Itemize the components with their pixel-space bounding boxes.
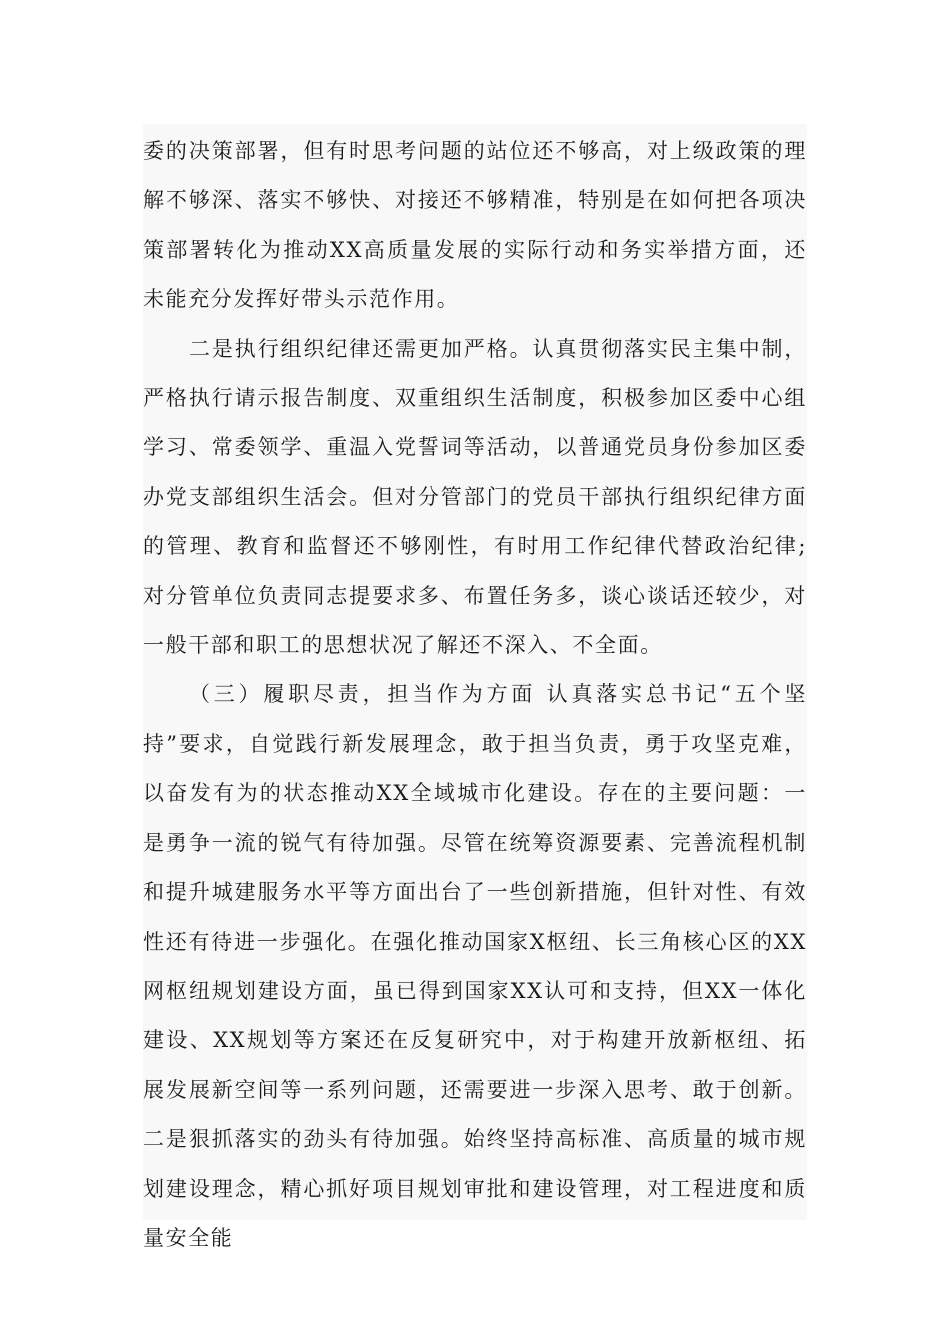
paragraph-organizational-discipline: 二是执行组织纪律还需更加严格。认真贯彻落实民主集中制，严格执行请示报告制度、双重组织生活制度，积极参加区委中心组学习、常委领学、重温入党誓词等活动，以普通党员身份参加区委办党支部组织生活会。但对分管部门的党员干部执行组织纪律方面的管理、教育和监督还不够刚性，有时用工作纪律代替政治纪律;对分管单位负责同志提要求多、布置任务多，谈心谈话还较少，对一般干部和职工的思想状况了解还不深入、不全面。 [143, 336, 807, 658]
paragraph-continuation: 委的决策部署，但有时思考问题的站位还不够高，对上级政策的理解不够深、落实不够快、对接还不够精准，特别是在如何把各项决策部署转化为推动XX高质量发展的实际行动和务实举措方面，还未能充分发挥好带头示范作用。 [143, 139, 807, 312]
paragraph-duty-performance: （三）履职尽责，担当作为方面 认真落实总书记“五个坚持”要求，自觉践行新发展理念，敢于担当负责，勇于攻坚克难，以奋发有为的状态推动XX全域城市化建设。存在的主要问题：一是勇争一流的锐气有待加强。尽管在统筹资源要素、完善流程机制和提升城建服务水平等方面出台了一些创新措施，但针对性、有效性还有待进一步强化。在强化推动国家X枢纽、长三角核心区的XX网枢纽规划建设方面，虽已得到国家XX认可和支持，但XX一体化建设、XX规划等方案还在反复研究中，对于构建开放新枢纽、拓展发展新空间等一系列问题，还需要进一步深入思考、敢于创新。二是狠抓落实的劲头有待加强。始终坚持高标准、高质量的城市规划建设理念，精心抓好项目规划审批和建设管理，对工程进度和质量安全能 [143, 682, 807, 1250]
document-body [143, 124, 807, 1250]
